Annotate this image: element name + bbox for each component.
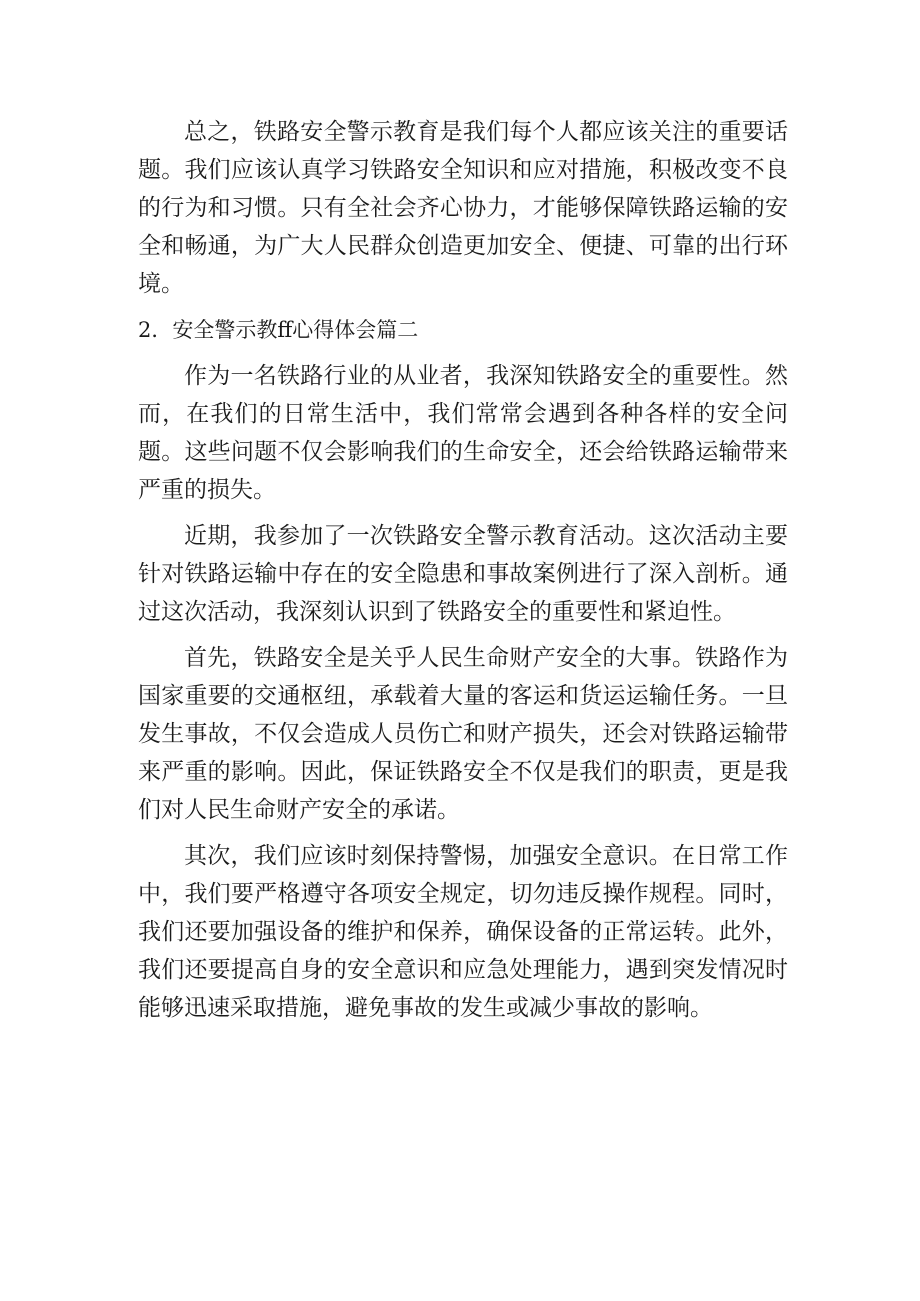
paragraph-conclusion: 总之，铁路安全警示教育是我们每个人都应该关注的重要话题。我们应该认真学习铁路安全知识和应对措施，积极改变不良的行为和习惯。只有全社会齐心协力，才能够保障铁路运输的安全和畅通，为广大人民群众创造更加安全、便捷、可靠的出行环境。 <box>138 119 788 297</box>
paragraph-second-point: 其次，我们应该时刻保持警惕，加强安全意识。在日常工作中，我们要严格遵守各项安全规定，切勿违反操作规程。同时，我们还要加强设备的维护和保养，确保设备的正常运转。此外，我们还要提高自身的安全意识和应急处理能力，遇到突发情况时能够迅速采取措施，避免事故的发生或减少事故的影响。 <box>138 843 788 1021</box>
paragraph-activity: 近期，我参加了一次铁路安全警示教育活动。这次活动主要针对铁路运输中存在的安全隐患和事故案例进行了深入剖析。通过这次活动，我深刻认识到了铁路安全的重要性和紧迫性。 <box>138 523 788 625</box>
paragraph-intro: 作为一名铁路行业的从业者，我深知铁路安全的重要性。然而，在我们的日常生活中，我们常常会遇到各种各样的安全问题。这些问题不仅会影响我们的生命安全，还会给铁路运输带来严重的损失。 <box>138 363 788 503</box>
section-heading: 2．安全警示教ff心得体会篇二 <box>138 318 419 342</box>
paragraph-first-point: 首先，铁路安全是关乎人民生命财产安全的大事。铁路作为国家重要的交通枢纽，承载着大量的客运和货运运输任务。一旦发生事故，不仅会造成人员伤亡和财产损失，还会对铁路运输带来严重的影响。因此，保证铁路安全不仅是我们的职责，更是我们对人民生命财产安全的承诺。 <box>138 645 788 823</box>
document-body <box>138 113 788 1035</box>
